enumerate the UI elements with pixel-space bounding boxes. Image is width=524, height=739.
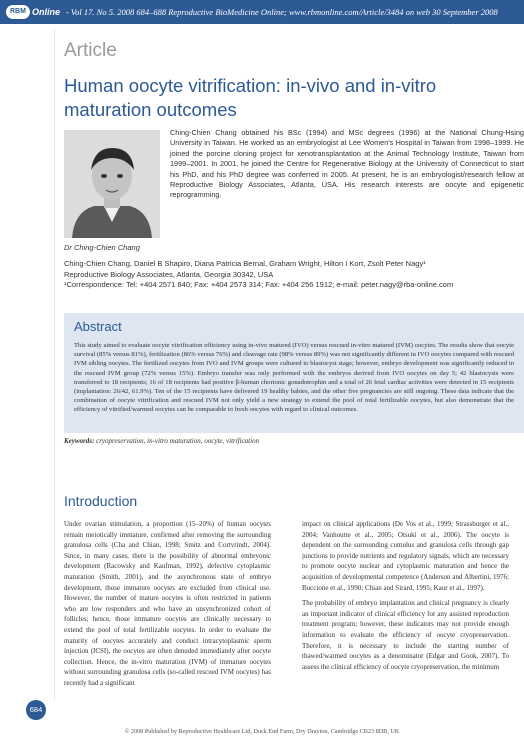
photo-caption: Dr Ching-Chien Chang <box>64 243 140 252</box>
keywords-line <box>64 437 524 445</box>
page-number: 684 <box>26 700 46 720</box>
article-citation: - Vol 17. No 5. 2008 684–688 Reproductive BioMedicine Online; www.rbmonline.com/Article/3484 on web 30 September 2008 <box>65 7 498 17</box>
author-photo <box>64 130 160 238</box>
abstract-heading: Abstract <box>74 319 122 334</box>
body-column-right <box>302 519 509 677</box>
body-paragraph: The probability of embryo implantation and clinical pregnancy is clearly an important indicator of clinical efficiency for any assisted reproduction treatment program; however, these indicators may not provide enough information to evaluate the efficiency of oocyte cryopreservation. Therefore, it is necessary to include the starting number of thawed/warmed oocytes as a denominator (Edgar and Gook, 2007). To assess the clinical efficiency of oocyte cryopreservation, the minimum <box>302 599 509 671</box>
abstract-text: This study aimed to evaluate oocyte vitrification efficiency using in-vivo matured (IVO) versus rescued in-vitro matured (IVM) oocytes. The results show that oocyte survival (85% versus 81%), fertilization (86% versus 76%) and cleavage rate (98% versus 89%) was not significantly different in IVO oocytes compared with rescued IVM sibling oocytes. The fertilized oocytes from IVO and IVM groups were cultured to blastocyst stage; however, embryo development was significantly reduced in the rescued IVM group (72% versus 15%). Embryo transfer was only performed with the embryos derived from IVO oocytes on day 5; 42 blastocysts were transferred to 18 recipients; 16 of 18 recipients had positive β-human chorionic gonadotrophin and a total of 26 fetal cardiac activities were detected in 15 recipients (implantation: 26/42, 61.9%). Ten of the 15 recipients have delivered 19 healthy babies, and the other five pregnancies are still ongoing. These data indicate that the combination of oocyte vitrification and rescued IVM not only yield a new strategy to extend the pool of total fertilizable oocytes, but also demonstrate that the efficiency of vitrified/warmed oocytes can be comparable to fresh oocytes with regard to clinical outcomes. <box>74 342 514 414</box>
introduction-heading: Introduction <box>64 493 138 509</box>
author-block <box>64 259 524 291</box>
journal-logo: RBM <box>6 5 30 19</box>
journal-header-bar <box>0 0 524 24</box>
keywords-text: cryopreservation, in-vitro maturation, oocyte, vitrification <box>94 437 260 445</box>
keywords-label: Keywords: <box>64 437 95 445</box>
body-paragraph: impact on clinical applications (De Vos et al., 1999; Strassburger et al., 2004; Vanhoutte et al., 2005; Otsuki et al., 2006). The oocyte is dependent on the surrounding cumulus and granulosa cells through gap junctions to provide nutrients and regulatory signals, which are necessary to promote oocyte nuclear and cytoplasmic maturation and hence the acquisition of developmental competence (Anderson and Albertini, 1976; Buccione et al., 1990; Chian and Sirard, 1995; Kaur et al., 1997). <box>302 520 509 592</box>
abstract-box <box>64 313 524 433</box>
margin-rule <box>54 30 55 700</box>
article-type-label: Article <box>64 40 117 61</box>
article-title: Human oocyte vitrification: in-vivo and in-vitro maturation outcomes <box>64 75 437 120</box>
copyright-footer: © 2008 Published by Reproductive Healthcare Ltd, Duck End Farm, Dry Drayton, Cambridge CB23 8DB, UK <box>124 728 400 735</box>
journal-logo-word: Online <box>31 7 60 17</box>
author-names: Ching-Chien Chang, Daniel B Shapiro, Diana Patricia Bernal, Graham Wright, Hilton I Kort, Zsolt Peter Nagy¹ <box>64 259 426 268</box>
author-affiliation: Reproductive Biology Associates, Atlanta, Georgia 30342, USA <box>64 269 274 279</box>
author-portrait-icon <box>64 130 160 238</box>
author-biography: Ching-Chien Chang obtained his BSc (1994) and MSc degrees (1996) at the National Chung-Hsing University in Taiwan. He worked as an embryologist at Lee Women's Hospital in Taiwan from 1998–1999. He joined the porcine cloning project for xenotransplantation at the Animal Technology Institute, Taiwan from 1999–2001. In 2001, he joined the Centre for Regenerative Biology at the University of Connecticut to start his PhD, and his PhD degree was conferred in 2005. At present, he is an embryologist/research fellow at Reproductive Biology Associates, Atlanta, USA. His research interests are oocyte and epigenetic reprogramming. <box>170 128 524 200</box>
correspondence-line: ¹Correspondence: Tel: +404 2571 840; Fax: +404 2573 314; Fax: +404 256 1912; e-mail: peter.nagy@rba-online.com <box>64 280 454 289</box>
body-paragraph: Under ovarian stimulation, a proportion (15–20%) of human oocytes remain meiotically immature, confirmed after removing the surrounding granulosa cells (Cha and Chian, 1998; Smitz and Cortvrindt, 2004). Since, in many cases, there is the possibility of abnormal embryonic development (Racowsky and Kaufman, 1992), defective cytoplasmic maturation (Smith, 2001), and the asynchronous state of embryo development, those immature oocytes are excluded from clinical use. However, the number of mature oocytes is often restricted in patients who are low responders and who have an unsynchronized cohort of follicles; hence, those immature oocytes are clinically necessary to extend the pool of total fertilizable oocytes. In order to evaluate the maturity of oocytes accurately and conduct intracytoplasmic sperm injection (ICSI), the oocytes are often denuded immediately after oocyte collection. Hence, the in-vitro maturation (IVM) of immature oocytes without surrounding granulosa cells (so-called rescued IVM oocytes) has recently had a significant <box>64 520 271 687</box>
body-column-left <box>64 519 271 694</box>
